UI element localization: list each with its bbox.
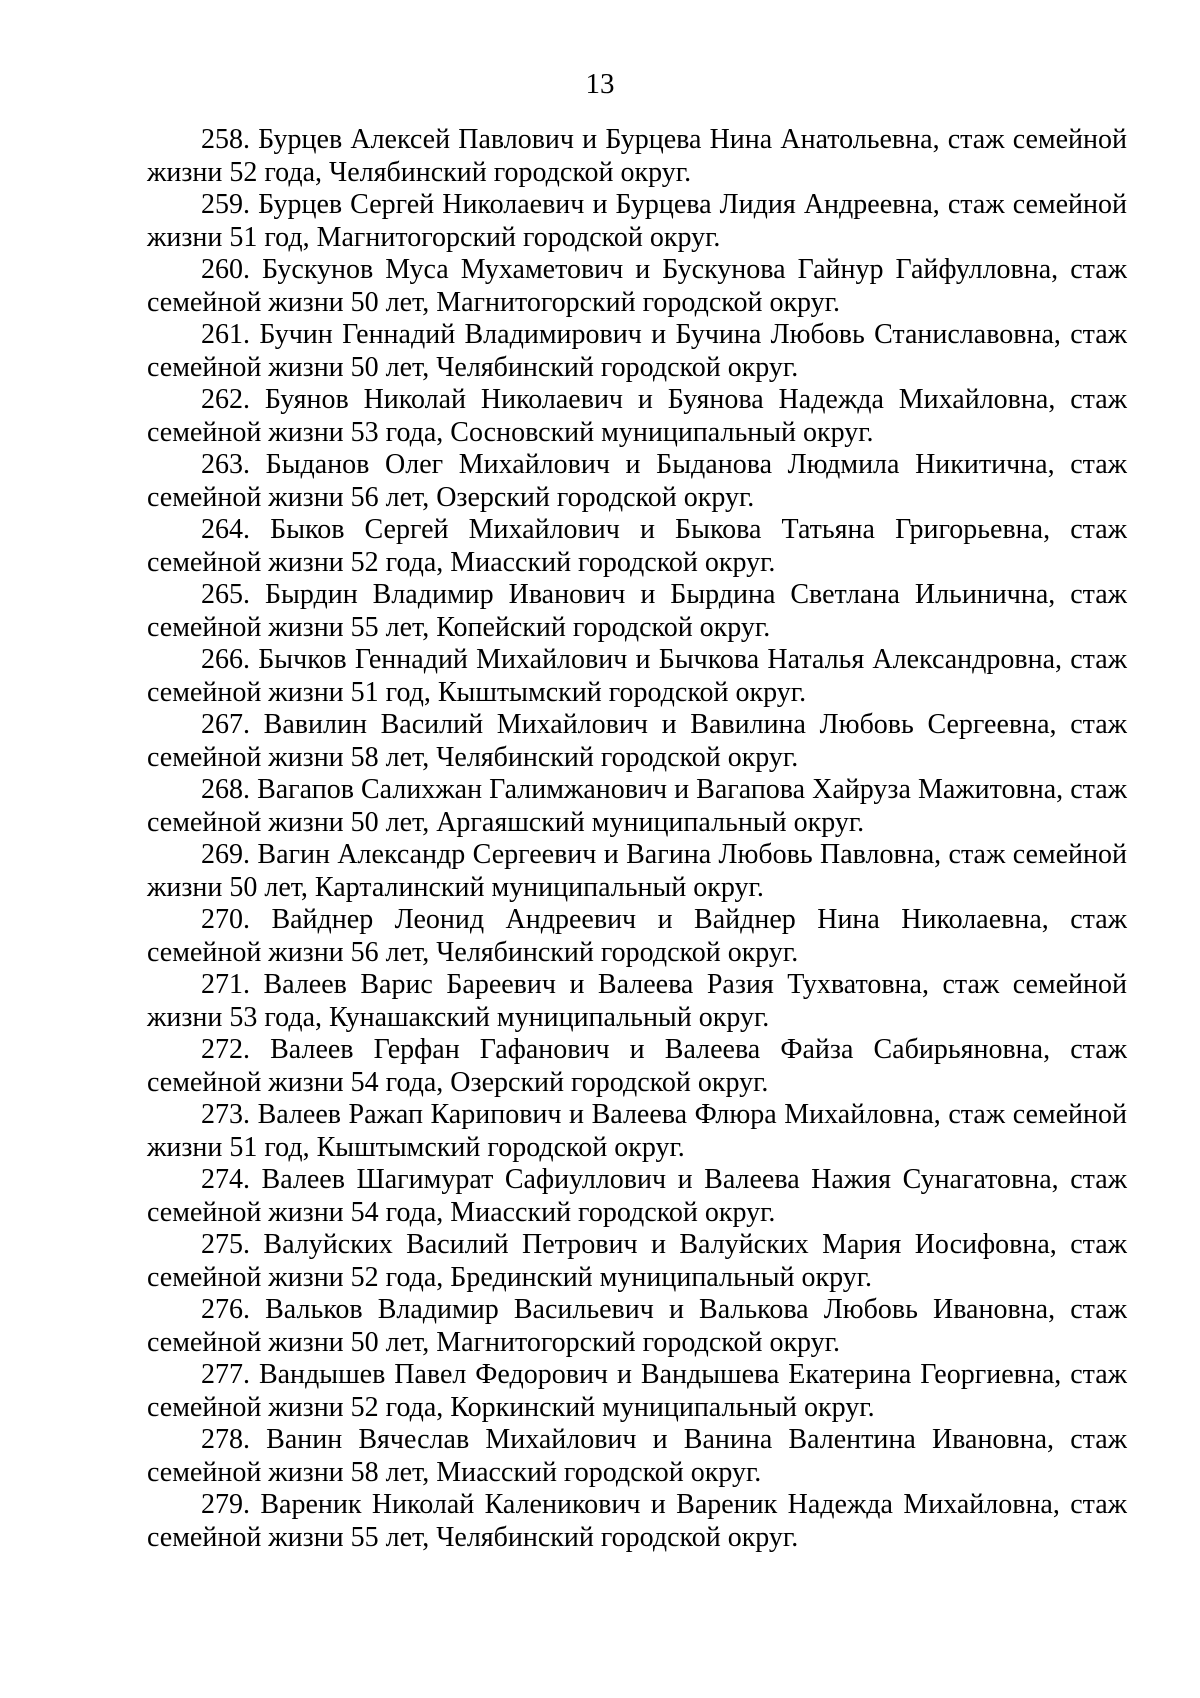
page-number: 13 — [585, 68, 615, 100]
list-item: 264. Быков Сергей Михайлович и Быкова Татьяна Григорьевна, стаж семейной жизни 52 года, Миасский городской округ. — [147, 514, 1127, 578]
list-item: 260. Бускунов Муса Мухаметович и Бускунова Гайнур Гайфулловна, стаж семейной жизни 50 лет, Магнитогорский городской округ. — [147, 254, 1127, 318]
list-item: 266. Бычков Геннадий Михайлович и Бычкова Наталья Александровна, стаж семейной жизни 51 год, Кыштымский городской округ. — [147, 644, 1127, 708]
list-item: 273. Валеев Ражап Карипович и Валеева Флюра Михайловна, стаж семейной жизни 51 год, Кыштымский городской округ. — [147, 1099, 1127, 1163]
list-item: 270. Вайднер Леонид Андреевич и Вайднер Нина Николаевна, стаж семейной жизни 56 лет, Челябинский городской округ. — [147, 904, 1127, 968]
list-item: 272. Валеев Герфан Гафанович и Валеева Файза Сабирьяновна, стаж семейной жизни 54 года, Озерский городской округ. — [147, 1034, 1127, 1098]
list-item: 265. Бырдин Владимир Иванович и Бырдина Светлана Ильинична, стаж семейной жизни 55 лет, Копейский городской округ. — [147, 579, 1127, 643]
list-item: 267. Вавилин Василий Михайлович и Вавилина Любовь Сергеевна, стаж семейной жизни 58 лет, Челябинский городской округ. — [147, 709, 1127, 773]
award-list — [147, 124, 1127, 1554]
list-item: 279. Вареник Николай Каленикович и Вареник Надежда Михайловна, стаж семейной жизни 55 лет, Челябинский городской округ. — [147, 1489, 1127, 1553]
list-item: 261. Бучин Геннадий Владимирович и Бучина Любовь Станиславовна, стаж семейной жизни 50 лет, Челябинский городской округ. — [147, 319, 1127, 383]
list-item: 278. Ванин Вячеслав Михайлович и Ванина Валентина Ивановна, стаж семейной жизни 58 лет, Миасский городской округ. — [147, 1424, 1127, 1488]
list-item: 259. Бурцев Сергей Николаевич и Бурцева Лидия Андреевна, стаж семейной жизни 51 год, Магнитогорский городской округ. — [147, 189, 1127, 253]
list-item: 271. Валеев Варис Бареевич и Валеева Разия Тухватовна, стаж семейной жизни 53 года, Кунашакский муниципальный округ. — [147, 969, 1127, 1033]
list-item: 276. Вальков Владимир Васильевич и Валькова Любовь Ивановна, стаж семейной жизни 50 лет, Магнитогорский городской округ. — [147, 1294, 1127, 1358]
list-item: 268. Вагапов Салихжан Галимжанович и Вагапова Хайруза Мажитовна, стаж семейной жизни 50 лет, Аргаяшский муниципальный округ. — [147, 774, 1127, 838]
list-item: 269. Вагин Александр Сергеевич и Вагина Любовь Павловна, стаж семейной жизни 50 лет, Карталинский муниципальный округ. — [147, 839, 1127, 903]
list-item: 258. Бурцев Алексей Павлович и Бурцева Нина Анатольевна, стаж семейной жизни 52 года, Челябинский городской округ. — [147, 124, 1127, 188]
list-item: 262. Буянов Николай Николаевич и Буянова Надежда Михайловна, стаж семейной жизни 53 года, Сосновский муниципальный округ. — [147, 384, 1127, 448]
list-item: 263. Быданов Олег Михайлович и Быданова Людмила Никитична, стаж семейной жизни 56 лет, Озерский городской округ. — [147, 449, 1127, 513]
list-item: 274. Валеев Шагимурат Сафиуллович и Валеева Нажия Сунагатовна, стаж семейной жизни 54 года, Миасский городской округ. — [147, 1164, 1127, 1228]
list-item: 275. Валуйских Василий Петрович и Валуйских Мария Иосифовна, стаж семейной жизни 52 года, Брединский муниципальный округ. — [147, 1229, 1127, 1293]
list-item: 277. Вандышев Павел Федорович и Вандышева Екатерина Георгиевна, стаж семейной жизни 52 года, Коркинский муниципальный округ. — [147, 1359, 1127, 1423]
